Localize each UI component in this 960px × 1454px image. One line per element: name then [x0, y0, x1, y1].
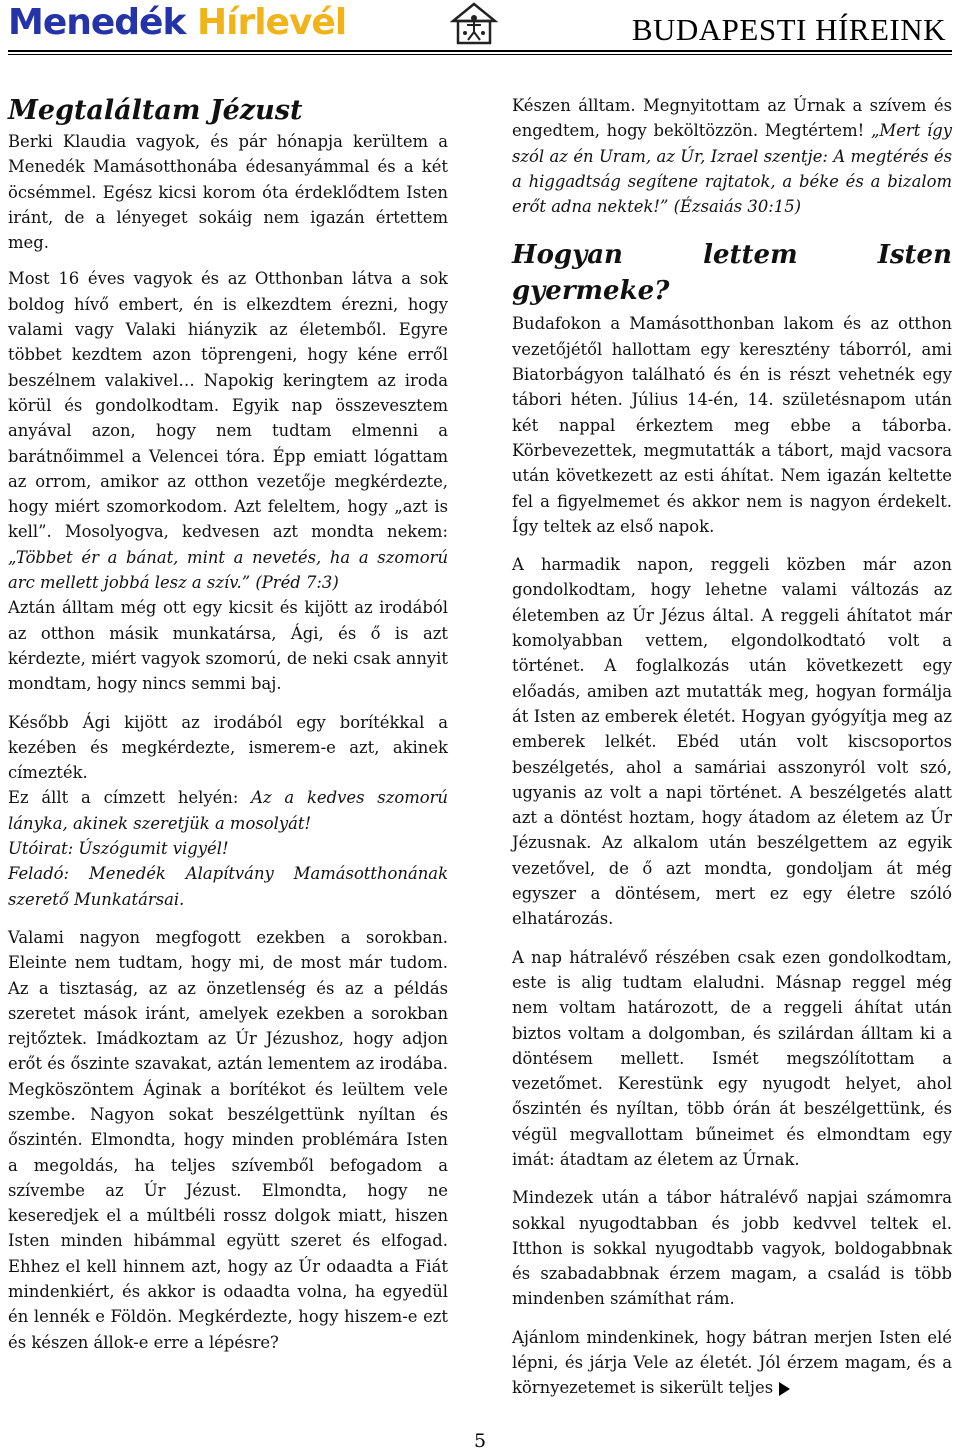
page-number: 5: [473, 1430, 487, 1452]
left-paragraph-2: [8, 266, 448, 595]
left-paragraph-5: [8, 785, 448, 836]
masthead-word-1: Menedék: [8, 2, 186, 43]
left-paragraph-2-text: Most 16 éves vagyok és az Otthonban látva a sok boldog hívő embert, én is elkezdtem érezni, hogy valami vagy Valaki hiányzik az életemből. Egyre többet kezdtem azon töprengeni, hogy kéne erről beszélnem valakivel… Napokig keringtem az iroda körül és gondolkodtam. Egyik nap összevesztem anyával azon, hogy nem tudtam elmenni a barátnőimmel a Velencei tóra. Épp emiatt lógattam az orrom, amikor az otthon vezetője megkérdezte, hogy miért szomorkodom. Azt feleltem, hogy „azt is kell”. Mosolyogva, kedvesen azt mondta nekem:: [8, 269, 448, 542]
left-column: [8, 93, 448, 1355]
page-header: [0, 0, 960, 60]
left-paragraph-4: Később Ági kijött az irodából egy borítékkal a kezében és megkérdezte, ismerem-e azt, akinek címezték.: [8, 712, 448, 783]
right-paragraph-5: Mindezek után a tábor hátralévő napjai számomra sokkal nyugodtabban és jobb kedvvel teltek el. Itthon is sokkal nyugodtabb vagyok, boldogabbnak és szabadabbnak érzem magam, a család is több mindenben számíthat rám.: [512, 1188, 952, 1309]
right-paragraph-4: A nap hátralévő részében csak ezen gondolkodtam, este is alig tudtam elaludni. Másnap reggel még nem voltam határozott, de a reggeli áhítat után biztos voltam a dolgomban, és szilárdan álltam ki a döntésem mellett. Ismét megszólítottam a vezetőmet. Kerestünk egy nyugodt helyet, ahol őszintén és nyíltan, több órán át beszélgettünk, és végül megvallottam bűneimet és elmondtam egy imát: átadtam az életem az Úrnak.: [512, 947, 952, 1169]
header-rule-thin: [8, 54, 952, 55]
right-paragraph-1: [512, 93, 952, 219]
bible-quote-ezsaias: „Mert így szól az én Uram, az Úr, Izrael szentje: A megtérés és a higgadtság segítene rajtatok, a béke és a bizalom erőt adna nektek!”: [512, 121, 952, 217]
right-column: [512, 93, 952, 1401]
house-logo-icon: [450, 2, 498, 46]
section-title: BUDAPESTI HÍREINK: [631, 12, 946, 47]
addressee-lead: Ez állt a címzett helyén:: [8, 788, 252, 808]
bible-quote-prediker: „Többet ér a bánat, mint a nevetés, ha a szomorú arc mellett jobbá lesz a szív.”: [8, 547, 448, 593]
article-title-1: Megtaláltam Jézust: [8, 95, 303, 126]
header-rule: [8, 50, 952, 52]
bible-ref-ezsaias: (Ézsaiás 30:15): [668, 197, 802, 217]
continue-arrow-icon: [779, 1382, 790, 1396]
right-paragraph-6: [512, 1325, 952, 1401]
right-paragraph-3: A harmadik napon, reggeli közben már azon gondolkodtam, hogy lehetne valami változás az életemben az Úr Jézus által. A reggeli áhítatot már komolyabban vettem, elgondolkodtató volt a történet. A foglalkozás után következett egy előadás, amiben azt mutatták meg, hogyan formálja át Isten az emberek életét. Hogyan gyógyítja meg az emberek lelkét. Ebéd után volt kiscsoportos beszélgetés, ahol a samáriai asszonyról volt szó, ugyanis az volt a napi történet. A beszélgetés alatt azt a döntést hoztam, hogy átadom az életem az Úr Jézusnak. Az alkalom után beszélgettem az egyik vezetővel, de ő azt mondta, gondoljam át még egyszer a döntésem, mert ez egy életre szóló elhatározás.: [512, 555, 952, 929]
left-paragraph-8: Valami nagyon megfogott ezekben a sorokban. Eleinte nem tudtam, hogy mi, de most már tudom. Az a tisztaság, az az önzetlenség és az a példás szeretet mások iránt, amelyek ezekben a sorokban rejtőztek. Imádkoztam az Úr Jézushoz, hogy adjon erőt és őszinte szavakat, aztán lementem az irodába. Megköszöntem Áginak a borítékot és leültem vele szembe. Nagyon sokat beszélgettünk nyíltan és őszintén. Elmondta, hogy minden problémára Isten a megoldás, ha teljes szívemből befogadom a szívembe az Úr Jézust. Elmondta, hogy ne keseredjek el a múltbéli rossz dolgok miatt, hiszen Isten minden hibámmal együtt szeret és elfogad. Ehhez el kell hinnem azt, hogy az Úr odaadta a Fiát mindenkiért, és akkor is odaadta volna, ha egyedül én lennék e Földön. Megkérdezte, hogy hiszem-e ezt és készen állok-e erre a lépésre?: [8, 927, 448, 1352]
bible-ref-prediker: (Préd 7:3): [250, 573, 339, 593]
right-paragraph-1-text: Készen álltam. Megnyitottam az Úrnak a szívem és engedtem, hogy beköltözzön. Megtértem!: [512, 96, 952, 141]
postscript: Utóirat: Úszógumit vigyél!: [8, 839, 229, 859]
masthead-word-2: Hírlevél: [196, 2, 347, 43]
article-title-2: Hogyan lettem Isten gyermeke?: [512, 240, 952, 307]
right-paragraph-6-text: Ajánlom mindenkinek, hogy bátran merjen Isten elé lépni, és járja Vele az életét. Jól érzem magam, és a környezetemet is sikerült teljes: [512, 1327, 952, 1398]
addressee-text: Az a kedves szomorú lányka, akinek szeretjük a mosolyát!: [8, 788, 448, 833]
left-paragraph-3: Aztán álltam még ott egy kicsit és kijött az irodából az otthon másik munkatársa, Ági, és ő is azt kérdezte, miért vagyok szomorú, de neki csak annyit mondtam, hogy nincs semmi baj.: [8, 598, 448, 694]
sender: Feladó: Menedék Alapítvány Mamásotthonának szerető Munkatársai.: [8, 864, 448, 909]
left-paragraph-1: Berki Klaudia vagyok, és pár hónapja kerültem a Menedék Mamásotthonába édesanyámmal és a két öcsémmel. Egész kicsi korom óta érdeklődtem Isten iránt, de a lényeget sokáig nem igazán értettem meg.: [8, 132, 448, 253]
masthead: [8, 2, 346, 43]
right-paragraph-2: Budafokon a Mamásotthonban lakom és az otthon vezetőjétől hallottam egy keresztény táborról, ami Biatorbágyon található és én is részt vehetnék egy tábori héten. Július 14-én, 14. születésnapom után két nappal érkeztem meg ebbe a táborba. Körbevezettek, megmutatták a tábort, majd vacsora után következett az esti áhítat. Nem igazán keltette fel a figyelmemet és akkor nem is nagyon érdekelt. Így teltek az első napok.: [512, 314, 952, 536]
